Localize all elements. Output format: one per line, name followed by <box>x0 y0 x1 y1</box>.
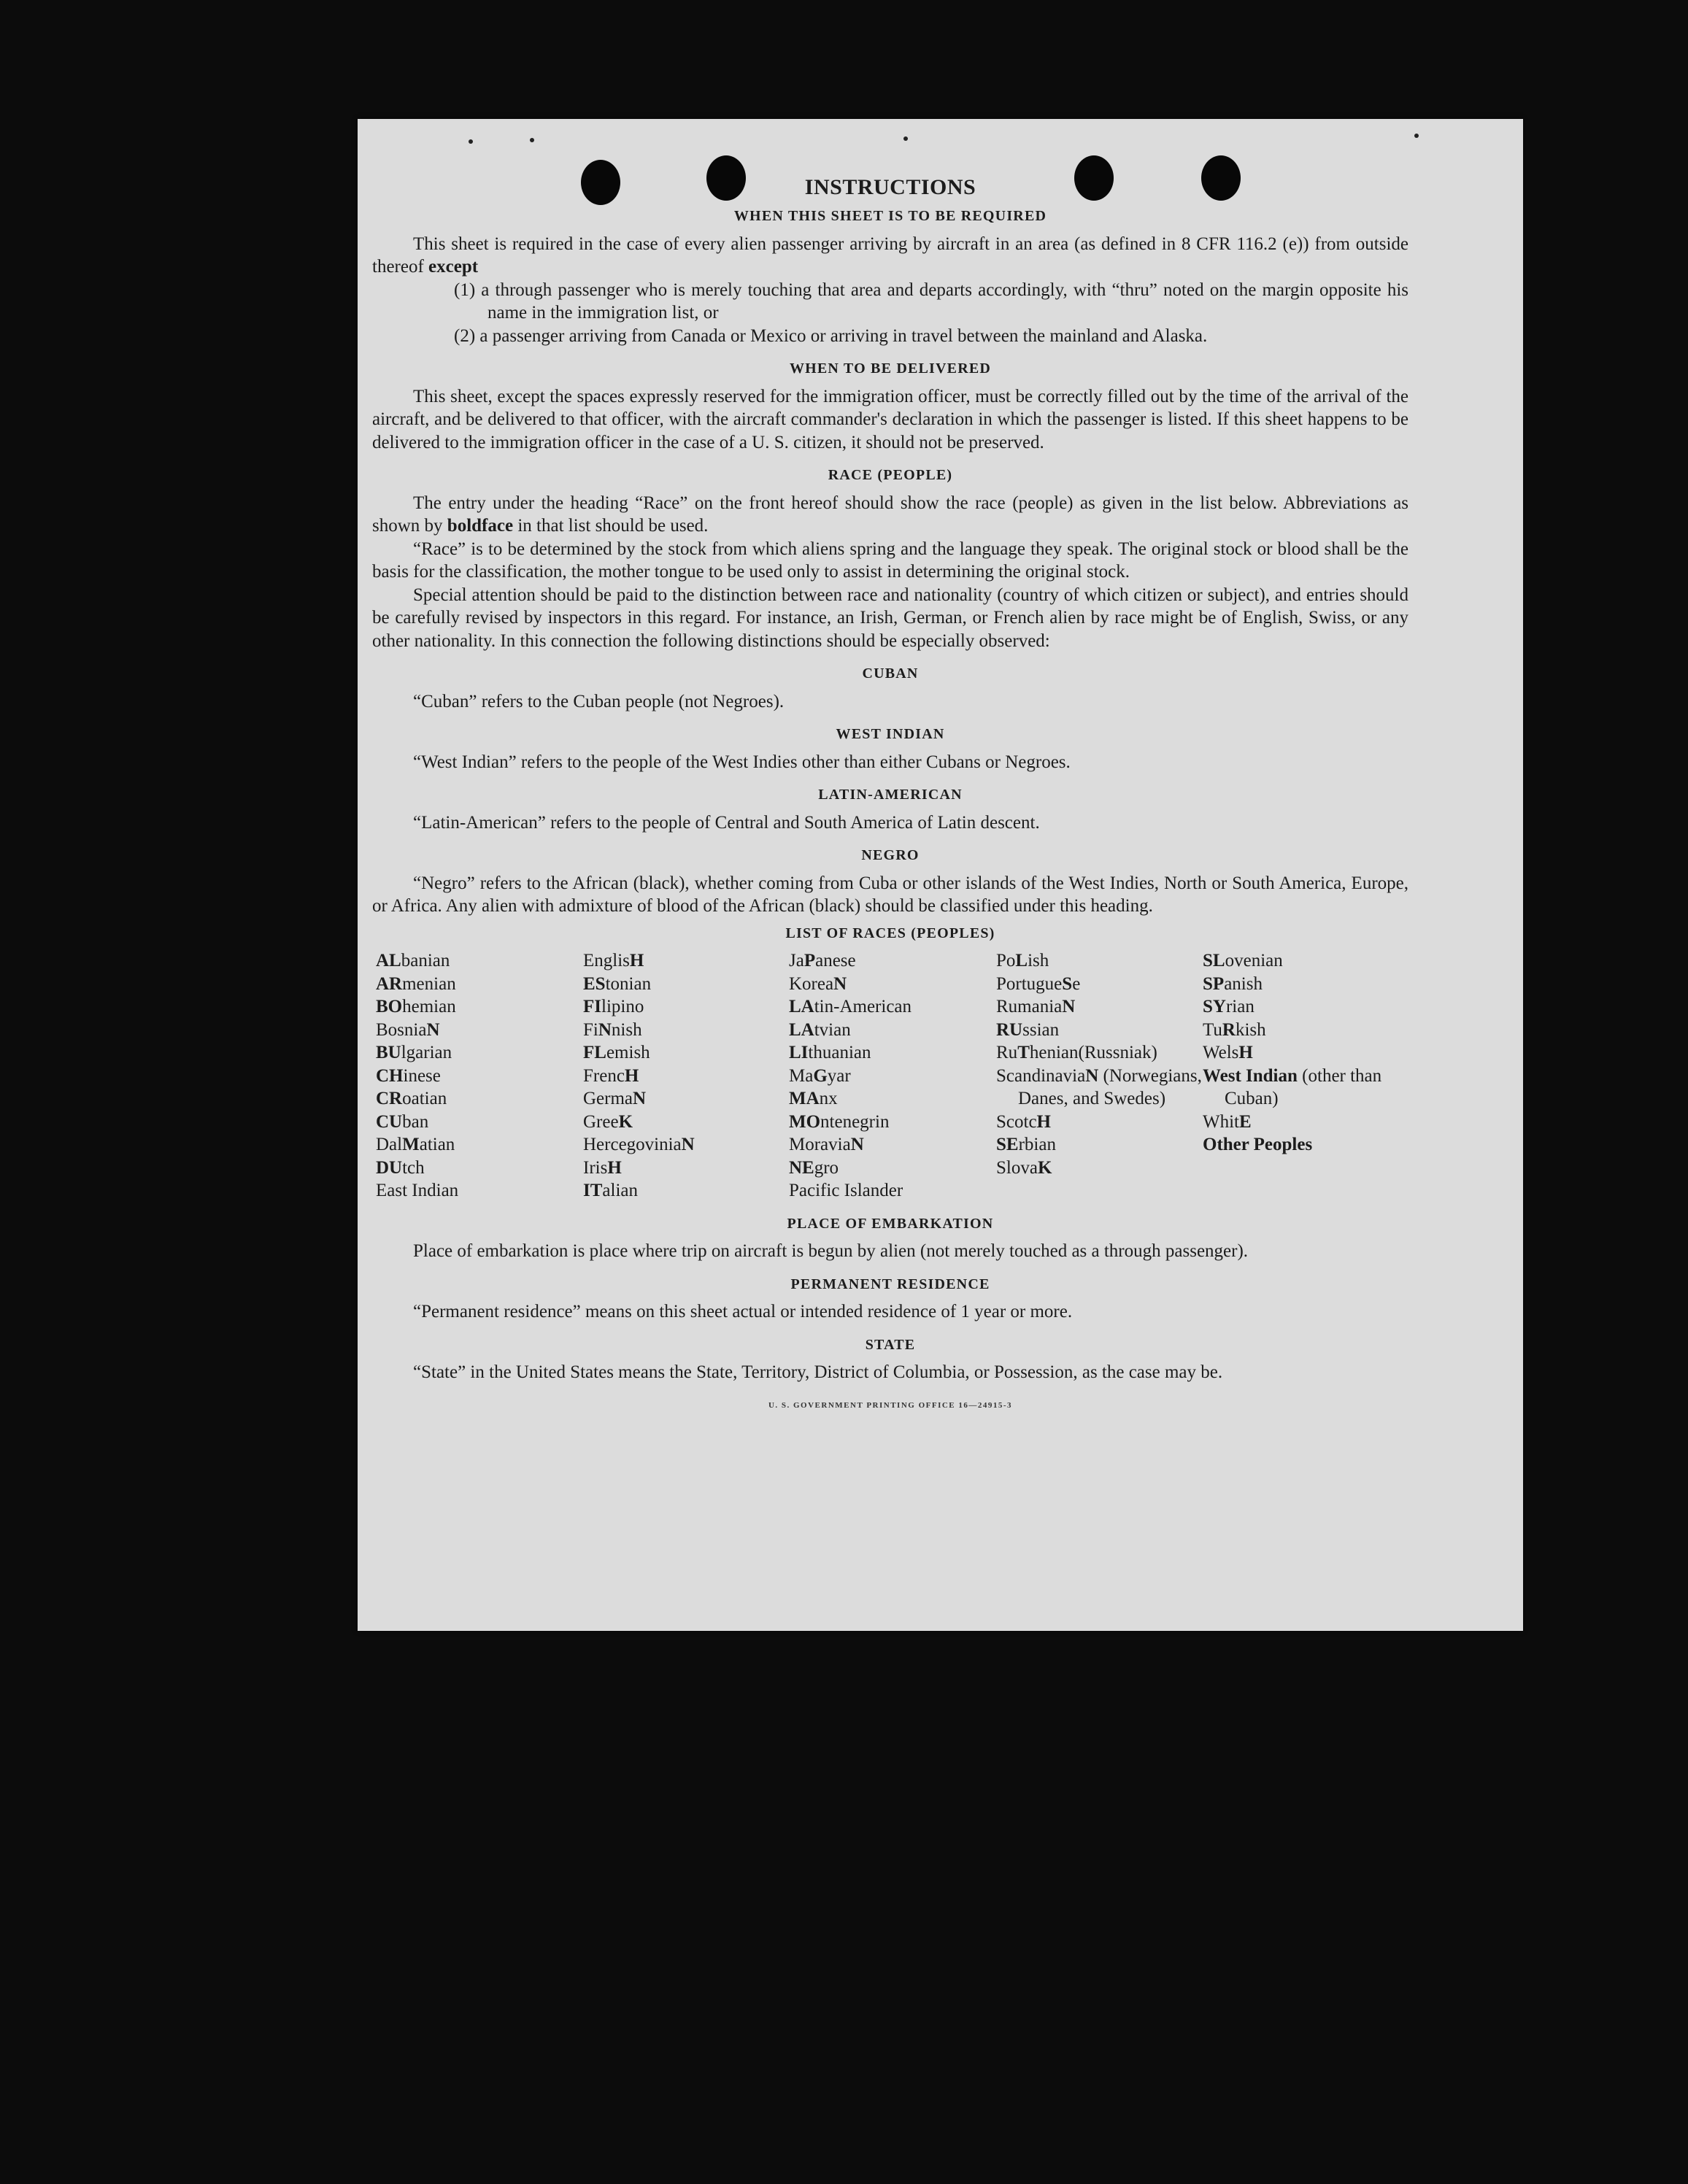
required-text: This sheet is required in the case of every alien passenger arriving by aircraft in an area (as defined in 8 CFR 116.2 (e)) from outside thereof <box>372 234 1408 277</box>
heading-west-indian: WEST INDIAN <box>836 726 945 742</box>
delivered-paragraph: This sheet, except the spaces expressly reserved for the immigration officer, must be correctly filled out by the time of the arrival of the aircraft, and be delivered to that officer, with the aircraft commander's declaration in which the passenger is listed. If this sheet happens to be delivered to the immigration officer in the case of a U. S. citizen, it should not be preserved. <box>372 386 1408 452</box>
race-abbrev: BU <box>376 1043 401 1062</box>
heading-cuban: CUBAN <box>862 665 919 682</box>
race-text: ssian <box>1022 1019 1060 1040</box>
race-entry <box>789 1019 996 1042</box>
heading-race: RACE (PEOPLE) <box>828 467 953 483</box>
race-abbrev: K <box>618 1111 633 1132</box>
race-text: Iris <box>583 1157 608 1178</box>
race-abbrev: N <box>1062 997 1076 1016</box>
race-entry <box>583 995 789 1019</box>
race-entry <box>996 973 1203 996</box>
race-paragraph-2: “Race” is to be determined by the stock from which aliens spring and the language they speak. The original stock or blood shall be the basis for the classification, the mother tongue to be used only to assist in determining the original stock. <box>372 539 1408 582</box>
race-entry <box>996 1041 1203 1065</box>
race-entry <box>583 1157 789 1180</box>
race-entry <box>996 949 1203 973</box>
race-text: Korea <box>789 973 834 994</box>
race-entry <box>1203 1041 1412 1065</box>
race-text: yar <box>827 1065 851 1086</box>
required-paragraph <box>372 233 1408 279</box>
race-abbrev: SY <box>1203 997 1226 1016</box>
race-entry <box>789 1087 996 1111</box>
race-text: lgarian <box>401 1043 452 1062</box>
race-abbrev: R <box>1222 1019 1236 1040</box>
race-entry <box>376 949 583 973</box>
race-entry <box>1203 995 1412 1019</box>
race-abbrev: N <box>850 1135 864 1154</box>
race-abbrev: BO <box>376 997 403 1016</box>
race-abbrev: AL <box>376 951 401 971</box>
race-abbrev: CR <box>376 1089 403 1108</box>
race-entry <box>376 1179 583 1203</box>
latin-american-paragraph: “Latin-American” refers to the people of Central and South America of Latin descent. <box>413 812 1040 833</box>
race-abbrev: L <box>1015 951 1028 971</box>
race-text: nx <box>819 1089 838 1108</box>
race-abbrev: T <box>1017 1043 1030 1062</box>
race-abbrev: H <box>624 1065 639 1086</box>
race-text: henian(Russniak) <box>1029 1043 1157 1062</box>
race-entry <box>376 1041 583 1065</box>
race-entry <box>789 1041 996 1065</box>
item-text: a passenger arriving from Canada or Mexico or arriving in travel between the mainland and Alaska. <box>479 325 1208 346</box>
race-text: anish <box>1224 973 1263 994</box>
race-paragraph-1 <box>372 492 1408 538</box>
race-entry <box>376 1133 583 1157</box>
race-abbrev: SP <box>1203 973 1225 994</box>
race-text: ish <box>1028 951 1049 971</box>
race-text: Englis <box>583 951 630 971</box>
heading-permanent-residence: PERMANENT RESIDENCE <box>790 1276 990 1292</box>
race-entry <box>376 1111 583 1134</box>
race-abbrev: FL <box>583 1043 606 1062</box>
race-text: tin-American <box>814 997 912 1016</box>
instructions-content <box>372 176 1408 1417</box>
race-entry <box>583 1065 789 1088</box>
race-abbrev: ES <box>583 973 606 994</box>
race-entry <box>1203 973 1412 996</box>
race-text: rbian <box>1018 1135 1056 1154</box>
race-text: lipino <box>601 997 644 1016</box>
race-text: Po <box>996 951 1016 971</box>
race-entry <box>996 1019 1203 1042</box>
race-entry <box>1203 1133 1412 1157</box>
race-abbrev: H <box>629 951 644 971</box>
heading-required: WHEN THIS SHEET IS TO BE REQUIRED <box>733 208 1047 224</box>
race-abbrev: E <box>1239 1111 1252 1132</box>
race-text: Slova <box>996 1157 1038 1178</box>
race-text: tch <box>402 1157 425 1178</box>
race-abbrev: S <box>1062 973 1073 994</box>
race-entry <box>583 1133 789 1157</box>
race-abbrev: NE <box>789 1157 814 1178</box>
race-abbrev: N <box>598 1019 612 1040</box>
race-entry <box>789 1065 996 1088</box>
race-entry <box>789 973 996 996</box>
paper-speck <box>1414 134 1419 138</box>
race-entry <box>583 1041 789 1065</box>
race-text: menian <box>402 973 456 994</box>
race-entry <box>583 949 789 973</box>
race-text: Hercegovinia <box>583 1135 682 1154</box>
race-text: Gree <box>583 1111 619 1132</box>
race-entry <box>376 1157 583 1180</box>
race-entry <box>1203 1111 1412 1134</box>
race-text: Ja <box>789 951 804 971</box>
race-entry <box>376 1065 583 1088</box>
race-column <box>996 949 1203 1203</box>
race-text: Ru <box>996 1043 1018 1062</box>
race-entry <box>376 1087 583 1111</box>
race-abbrev: N <box>1085 1065 1099 1086</box>
race-abbrev: IT <box>583 1181 603 1200</box>
race-bold-word: boldface <box>447 516 514 536</box>
race-abbrev: West Indian <box>1203 1065 1298 1086</box>
race-text: Pacific Islander <box>789 1181 903 1200</box>
race-text: Tu <box>1203 1019 1222 1040</box>
race-entry <box>789 949 996 973</box>
race-text: hemian <box>402 997 456 1016</box>
race-text: East Indian <box>376 1181 459 1200</box>
race-abbrev: G <box>813 1065 828 1086</box>
race-text: Whit <box>1203 1111 1239 1132</box>
race-text: ban <box>402 1111 429 1132</box>
race-abbrev: CH <box>376 1065 404 1086</box>
race-text: Wels <box>1203 1043 1239 1062</box>
race-text: tvian <box>814 1019 851 1040</box>
state-paragraph: “State” in the United States means the State, Territory, District of Columbia, or Possession, as the case may be. <box>413 1362 1223 1382</box>
race-entry <box>996 1133 1203 1157</box>
race-text: thuanian <box>808 1043 871 1062</box>
race-abbrev: Other Peoples <box>1203 1135 1313 1154</box>
heading-negro: NEGRO <box>861 847 920 863</box>
negro-paragraph: “Negro” refers to the African (black), whether coming from Cuba or other islands of the West Indies, North or South America, Europe, or Africa. Any alien with admixture of blood of the African (black) should be classified under this heading. <box>372 873 1408 916</box>
race-entry <box>789 1133 996 1157</box>
race-entry <box>583 1019 789 1042</box>
item-number: (1) <box>454 279 476 300</box>
heading-list-of-races: LIST OF RACES (PEOPLES) <box>785 925 995 941</box>
race-abbrev: LA <box>789 1019 814 1040</box>
race-abbrev: H <box>1238 1043 1253 1062</box>
heading-embarkation: PLACE OF EMBARKATION <box>787 1215 994 1232</box>
race-text: in that list should be used. <box>513 516 709 536</box>
race-entry <box>583 1111 789 1134</box>
race-entry <box>583 1087 789 1111</box>
paper-speck <box>469 139 473 144</box>
race-text: banian <box>401 951 450 971</box>
race-abbrev: H <box>1036 1111 1051 1132</box>
page-title: INSTRUCTIONS <box>804 175 976 199</box>
race-text: Germa <box>583 1089 633 1108</box>
race-entry <box>996 995 1203 1019</box>
race-column <box>789 949 996 1203</box>
printing-office-footer: U. S. GOVERNMENT PRINTING OFFICE 16—24915-3 <box>768 1400 1013 1410</box>
race-text: (Norwegians, Danes, and Swedes) <box>1018 1065 1202 1108</box>
race-text: inese <box>403 1065 441 1086</box>
race-paragraph-3: Special attention should be paid to the distinction between race and nationality (country of which citizen or subject), and entries should be carefully revised by inspectors in this regard. For instance, an Irish, German, or French alien by race might be of English, Swiss, or any other nationality. In this connection the following distinctions should be especially observed: <box>372 584 1408 651</box>
race-text: atian <box>419 1135 455 1154</box>
race-text: emish <box>606 1043 650 1062</box>
race-entry <box>1203 949 1412 973</box>
race-abbrev: RU <box>996 1019 1023 1040</box>
race-abbrev: AR <box>376 973 403 994</box>
heading-delivered: WHEN TO BE DELIVERED <box>789 360 992 377</box>
race-entry <box>789 1157 996 1180</box>
race-abbrev: SL <box>1203 951 1225 971</box>
permanent-residence-paragraph: “Permanent residence” means on this sheet actual or intended residence of 1 year or more. <box>413 1302 1073 1321</box>
race-abbrev: N <box>833 973 847 994</box>
race-entry <box>996 1065 1203 1111</box>
race-column <box>376 949 583 1203</box>
race-abbrev: P <box>803 951 816 971</box>
race-text: anese <box>815 951 856 971</box>
race-text: oatian <box>402 1089 447 1108</box>
race-abbrev: N <box>426 1019 440 1040</box>
race-entry <box>996 1111 1203 1134</box>
exception-item-2 <box>372 325 1408 348</box>
race-text: tonian <box>605 973 652 994</box>
document-sheet <box>358 119 1523 1631</box>
race-entry <box>376 1019 583 1042</box>
item-number: (2) <box>454 325 476 346</box>
race-abbrev: N <box>681 1135 695 1154</box>
race-entry <box>1203 1019 1412 1042</box>
race-text: ntenegrin <box>820 1111 890 1132</box>
race-text: gro <box>814 1157 839 1178</box>
race-abbrev: LI <box>789 1043 809 1062</box>
race-text: e <box>1072 973 1081 994</box>
race-entry <box>376 973 583 996</box>
required-bold-word: except <box>428 257 479 277</box>
paper-speck <box>530 138 534 142</box>
race-text: Fi <box>583 1019 598 1040</box>
race-abbrev: MA <box>789 1089 820 1108</box>
race-entry <box>789 995 996 1019</box>
race-text: Moravia <box>789 1135 851 1154</box>
race-text: The entry under the heading “Race” on the front hereof should show the race (people) as given in the list below. Abbreviations as shown by <box>372 493 1408 536</box>
race-text: Ma <box>789 1065 814 1086</box>
race-entry <box>789 1111 996 1134</box>
race-abbrev: LA <box>789 997 814 1016</box>
race-abbrev: FI <box>583 997 601 1016</box>
embarkation-paragraph: Place of embarkation is place where trip on aircraft is begun by alien (not merely touched as a through passenger). <box>413 1241 1249 1261</box>
race-entry <box>583 973 789 996</box>
race-abbrev: N <box>633 1089 647 1108</box>
race-abbrev: CU <box>376 1111 403 1132</box>
race-abbrev: M <box>402 1135 420 1154</box>
race-text: Scandinavia <box>996 1065 1086 1086</box>
race-entry <box>376 995 583 1019</box>
race-abbrev: SE <box>996 1135 1019 1154</box>
heading-latin-american: LATIN-AMERICAN <box>818 787 963 803</box>
race-abbrev: H <box>607 1157 622 1178</box>
race-entry <box>996 1157 1203 1180</box>
race-text: Scotc <box>996 1111 1037 1132</box>
race-text: nish <box>611 1019 642 1040</box>
race-text: kish <box>1235 1019 1266 1040</box>
race-column <box>583 949 789 1203</box>
race-abbrev: MO <box>789 1111 821 1132</box>
race-text: Portugue <box>996 973 1063 994</box>
item-text: a through passenger who is merely touching that area and departs accordingly, with “thru” noted on the margin opposite his name in the immigration list, or <box>481 279 1408 323</box>
west-indian-paragraph: “West Indian” refers to the people of the West Indies other than either Cubans or Negroes. <box>413 752 1071 772</box>
race-text: Bosnia <box>376 1019 427 1040</box>
race-entry <box>789 1179 996 1203</box>
race-entry <box>583 1179 789 1203</box>
race-text: alian <box>602 1181 638 1200</box>
cuban-paragraph: “Cuban” refers to the Cuban people (not Negroes). <box>413 691 785 711</box>
paper-speck <box>903 136 908 141</box>
exception-item-1 <box>372 279 1408 325</box>
race-text: (other than Cuban) <box>1225 1065 1382 1108</box>
race-abbrev: DU <box>376 1157 403 1178</box>
race-column <box>1203 949 1412 1203</box>
race-text: Rumania <box>996 997 1063 1016</box>
race-text: rian <box>1225 997 1255 1016</box>
races-list <box>376 949 1408 1203</box>
race-text: Dal <box>376 1135 403 1154</box>
race-abbrev: K <box>1037 1157 1052 1178</box>
race-text: ovenian <box>1225 951 1283 971</box>
heading-state: STATE <box>865 1336 916 1353</box>
race-entry <box>1203 1065 1412 1111</box>
race-text: Frenc <box>583 1065 625 1086</box>
